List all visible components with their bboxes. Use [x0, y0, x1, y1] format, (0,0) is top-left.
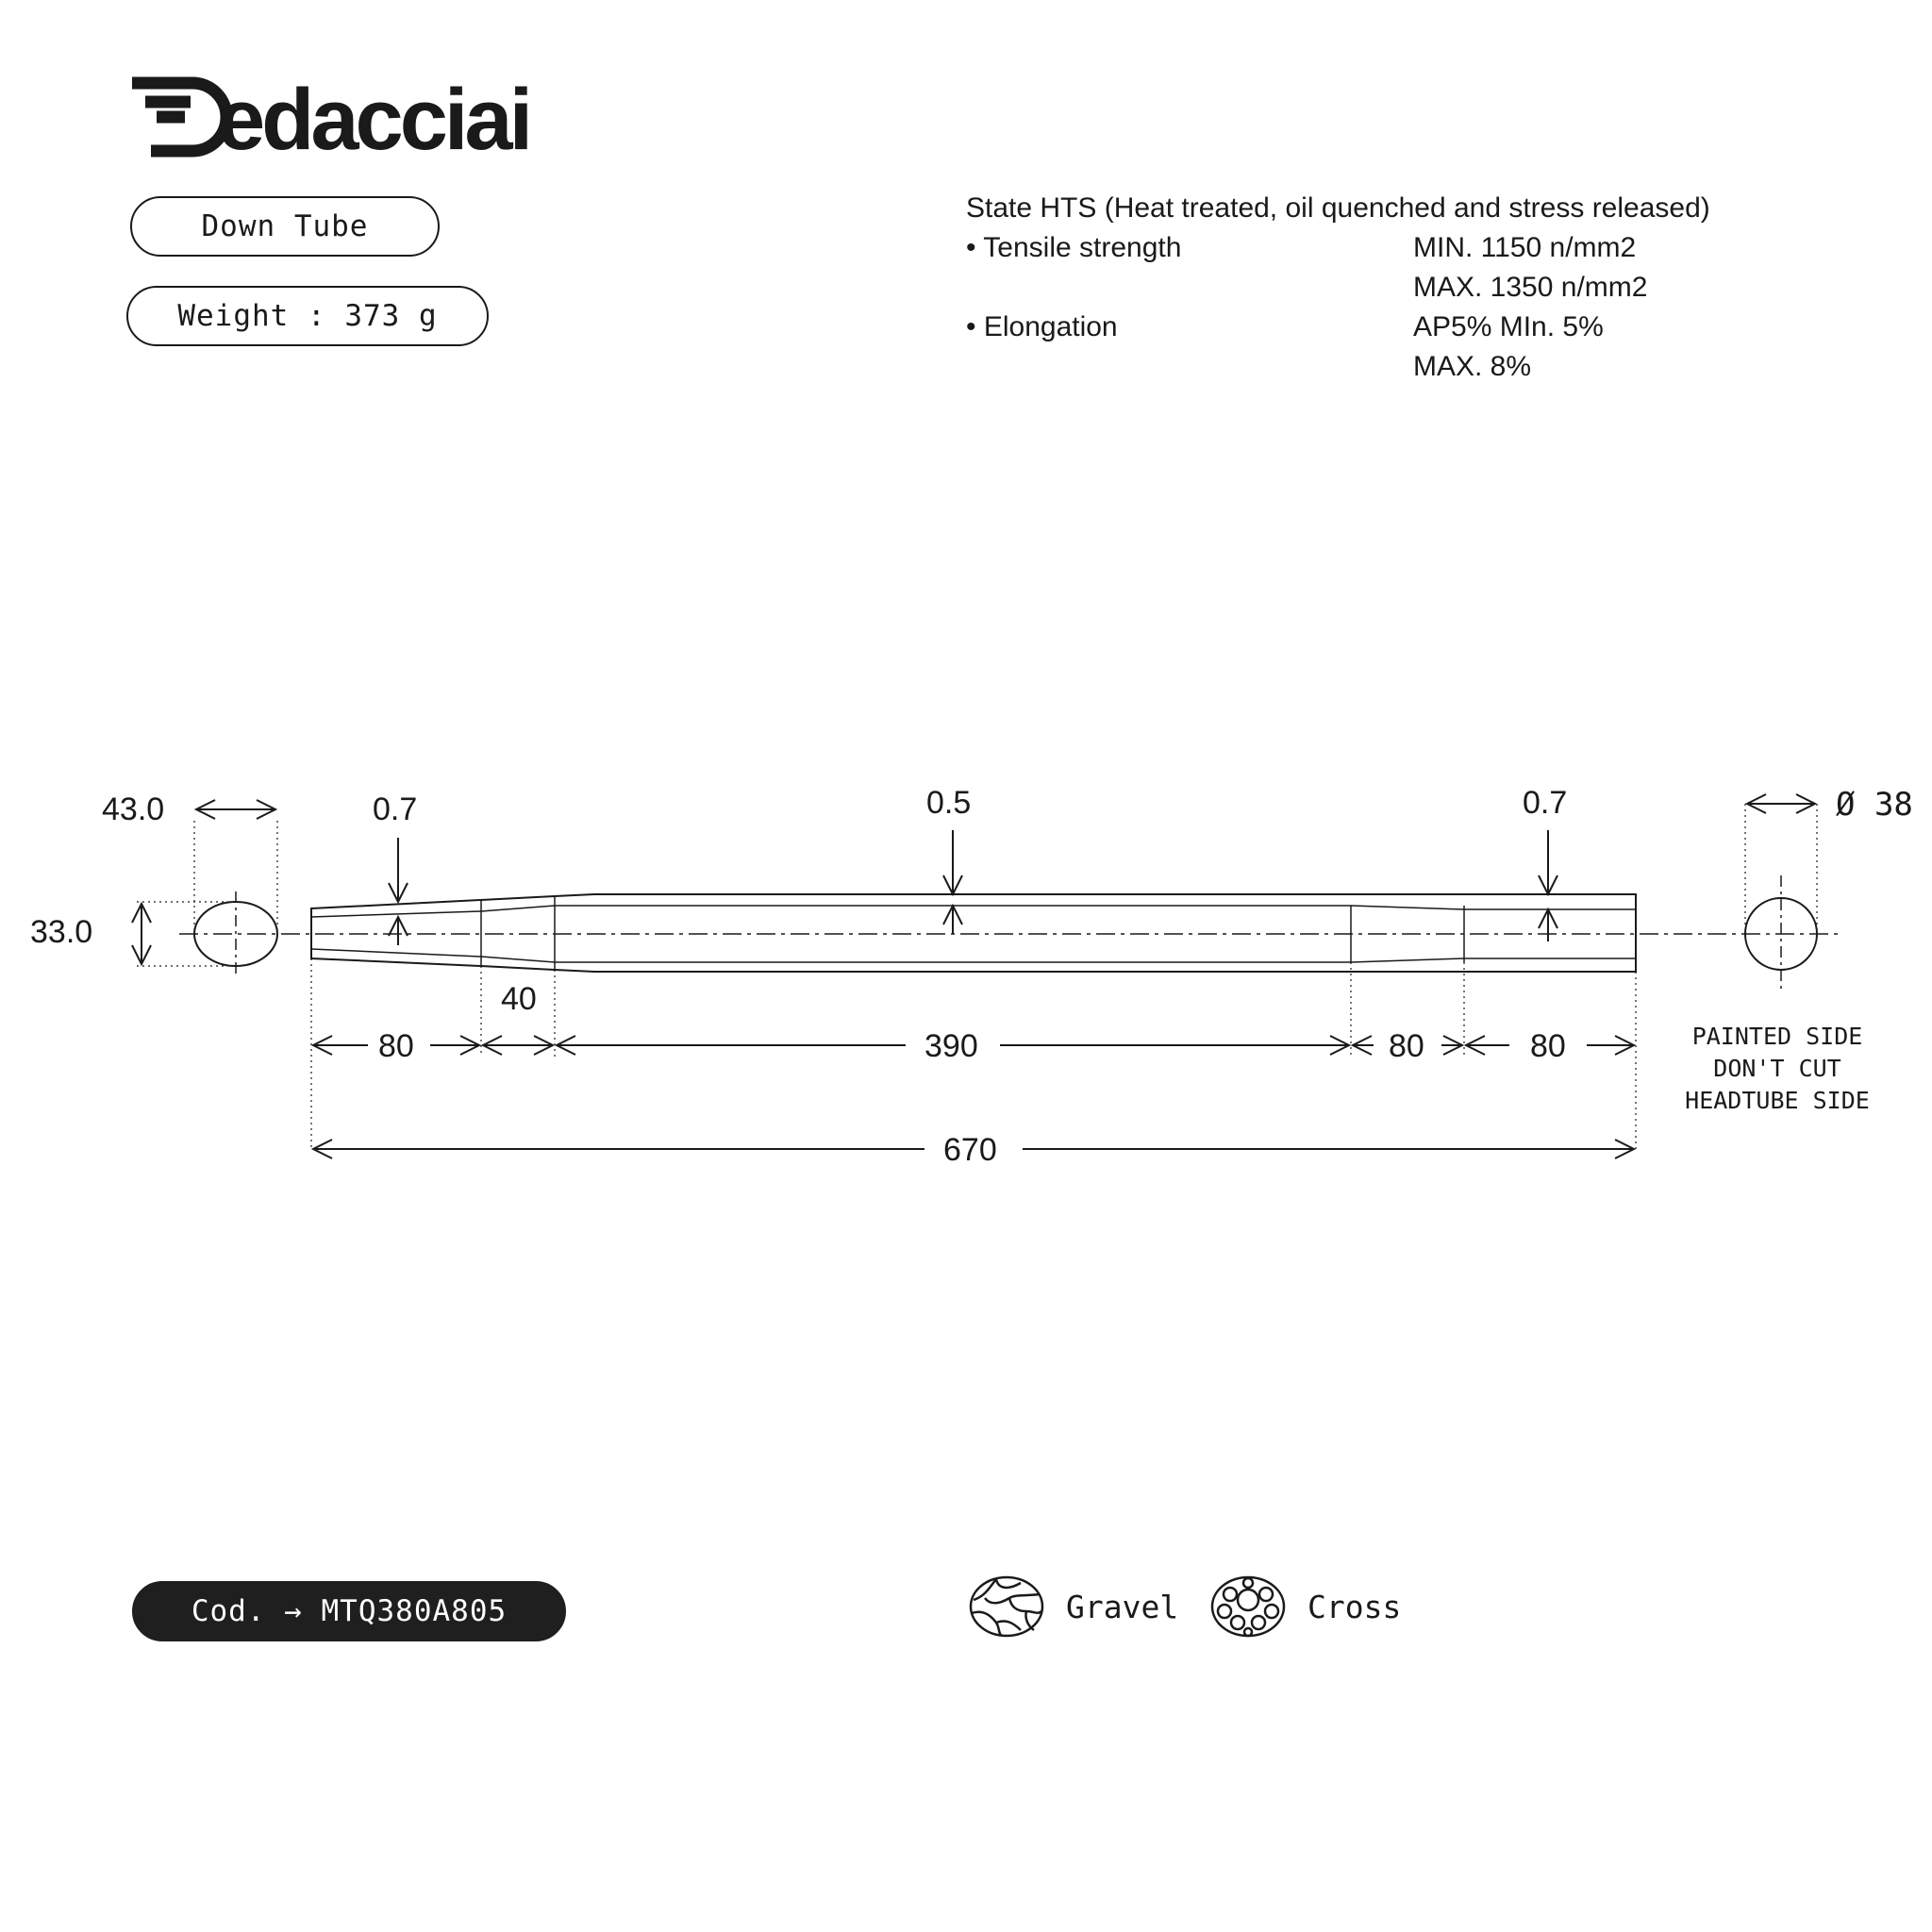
wall-center-label: 0.5	[926, 785, 972, 821]
note-painted-side: PAINTED SIDE	[1691, 1023, 1863, 1050]
legend-gravel	[968, 1574, 1178, 1640]
spec-elongation-label: • Elongation	[966, 311, 1118, 342]
diameter-label: Ø 38	[1836, 786, 1913, 824]
wall-left-label: 0.7	[373, 791, 418, 827]
product-code-badge: Cod. → MTQ380A805	[132, 1581, 566, 1641]
gravel-icon	[968, 1574, 1045, 1640]
spec-state: State HTS (Heat treated, oil quenched and stress released)	[966, 192, 1710, 224]
seg5-label: 80	[1530, 1028, 1566, 1064]
spec-elongation-min: AP5% MIn. 5%	[1413, 311, 1604, 342]
total-length-label: 670	[943, 1132, 997, 1168]
oval-height-label: 33.0	[30, 914, 93, 950]
tube-name-badge: Down Tube	[130, 196, 440, 257]
svg-text:edacciai: edacciai	[217, 72, 530, 162]
legend-cross	[1209, 1574, 1401, 1640]
spec-tensile-min: MIN. 1150 n/mm2	[1413, 232, 1637, 263]
legend-gravel-label: Gravel	[1066, 1588, 1179, 1625]
seg1-label: 80	[378, 1028, 414, 1064]
spec-elongation-max: MAX. 8%	[1413, 351, 1532, 382]
note-headtube-side: HEADTUBE SIDE	[1685, 1087, 1870, 1114]
weight-badge: Weight : 373 g	[126, 286, 489, 346]
seg4-label: 80	[1389, 1028, 1424, 1064]
note-dont-cut: DON'T CUT	[1713, 1055, 1841, 1082]
wall-right-label: 0.7	[1523, 785, 1568, 821]
legend-cross-label: Cross	[1307, 1588, 1402, 1625]
spec-tensile-max: MAX. 1350 n/mm2	[1413, 272, 1648, 303]
seg2-label: 40	[501, 981, 537, 1017]
oval-width-label: 43.0	[102, 791, 165, 827]
spec-tensile-label: • Tensile strength	[966, 232, 1182, 263]
cross-icon	[1209, 1574, 1287, 1640]
seg3-label: 390	[924, 1028, 978, 1064]
